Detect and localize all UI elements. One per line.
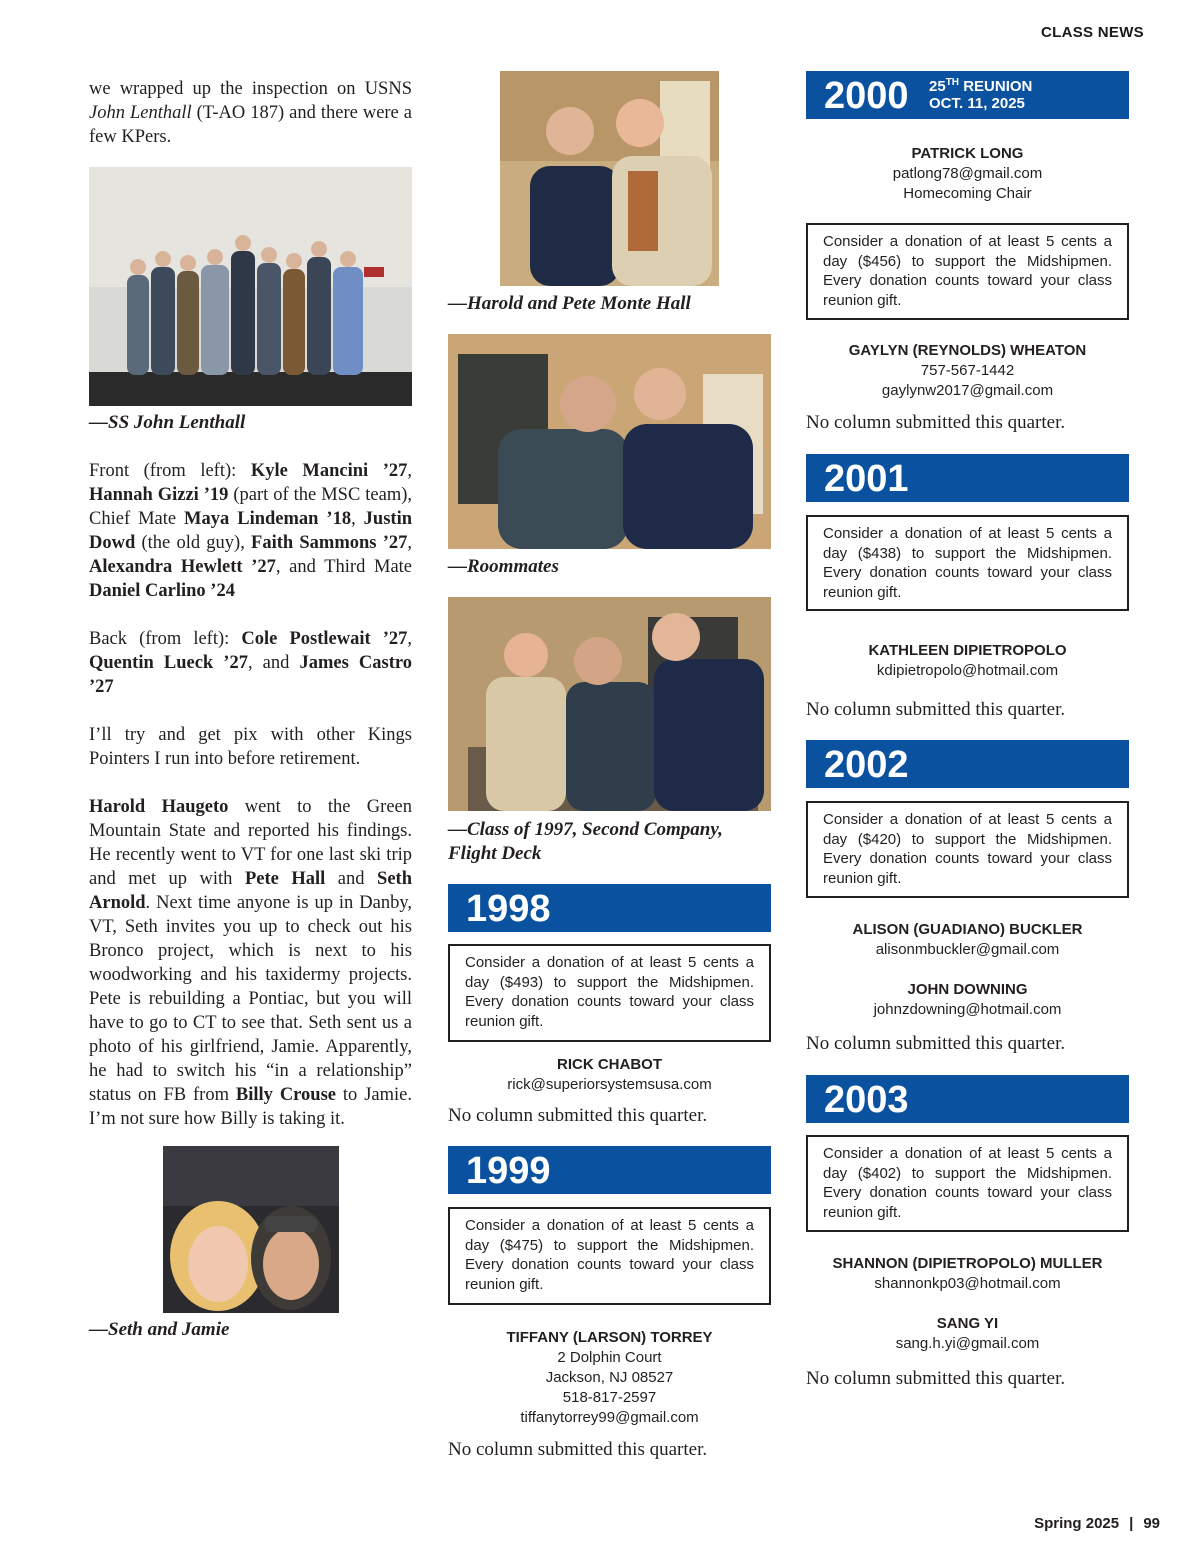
text-run: Front (from left): <box>89 461 251 481</box>
caption-harold-pete: —Harold and Pete Monte Hall <box>448 293 691 314</box>
harold-paragraph <box>89 795 412 1131</box>
year-label: 2002 <box>824 744 909 786</box>
donation-box-2000: Consider a donation of at least 5 cents a day ($456) to support the Midshipmen. Every donation counts toward your class reunion gift. <box>806 223 1129 320</box>
year-bar-2003 <box>806 1075 1129 1123</box>
contact-name: JOHN DOWNING <box>907 981 1028 998</box>
contact-address-line2: Jackson, NJ 08527 <box>545 1369 674 1386</box>
person-name: Faith Sammons ’27 <box>251 533 408 553</box>
person-name: Hannah Gizzi ’19 <box>89 485 229 505</box>
contact-2003-a <box>806 1254 1129 1294</box>
contact-name: RICK CHABOT <box>557 1056 662 1073</box>
no-column-note-1998: No column submitted this quarter. <box>448 1105 708 1126</box>
text-run: , and Third Mate <box>275 557 413 577</box>
contact-2000 <box>806 341 1129 401</box>
year-label: 1998 <box>466 888 551 930</box>
intro-text-end: (T-AO 187) and there were a few KPers. <box>89 103 412 147</box>
contact-email: sang.h.yi@gmail.com <box>895 1335 1040 1352</box>
text-run: , <box>407 533 412 553</box>
ship-name: John Lenthall <box>89 103 192 123</box>
no-column-note-2001: No column submitted this quarter. <box>806 699 1066 720</box>
contact-email: alisonmbuckler@gmail.com <box>875 941 1060 958</box>
photo-roommates <box>448 334 771 549</box>
reunion-date: OCT. 11, 2025 <box>929 95 1025 112</box>
contact-email: patlong78@gmail.com <box>892 165 1043 182</box>
contact-phone: 518-817-2597 <box>562 1389 657 1406</box>
intro-text: we wrapped up the inspection on USNS <box>89 79 412 99</box>
caption-seth-jamie: —Seth and Jamie <box>89 1319 230 1340</box>
year-bar-2002 <box>806 740 1129 788</box>
contact-name: KATHLEEN DIPIETROPOLO <box>868 642 1067 659</box>
retirement-paragraph: I’ll try and get pix with other Kings Pointers I run into before retirement. <box>89 725 412 769</box>
text-run: , <box>407 461 412 481</box>
text-run: and <box>325 869 378 889</box>
contact-name: GAYLYN (REYNOLDS) WHEATON <box>848 342 1087 359</box>
contact-role: Homecoming Chair <box>903 185 1032 202</box>
contact-2002-b <box>806 980 1129 1020</box>
contact-1999 <box>448 1328 771 1428</box>
text-run: Back (from left): <box>89 629 242 649</box>
person-name: Daniel Carlino ’24 <box>89 581 235 601</box>
text-run: . Next time anyone is up in Danby, VT, Seth invites you up to check out his Bronco project, which is next to his woodworking and his taxidermy projects. Pete is rebuilding a Pontiac, but you will have to go to CT to see that. Seth sent us a photo of his girlfriend, Jamie. Apparently, he had to switch his “in a relationship” status on FB from <box>89 893 412 1105</box>
text-run: (part of the MSC team), Chief Mate <box>89 485 412 529</box>
caption-class-1997: —Class of 1997, Second Company, Flight Deck <box>448 819 723 864</box>
no-column-note-2003: No column submitted this quarter. <box>806 1368 1066 1389</box>
contact-name: SANG YI <box>936 1315 999 1332</box>
contact-email: shannonkp03@hotmail.com <box>874 1275 1061 1292</box>
person-name: Seth Arnold <box>89 869 412 913</box>
year-label: 2003 <box>824 1079 909 1121</box>
front-row-paragraph <box>89 459 412 603</box>
reunion-suffix: TH <box>945 77 960 88</box>
page-footer <box>1034 1515 1160 1532</box>
text-run: (the old guy), <box>135 533 252 553</box>
reunion-word: REUNION <box>959 78 1033 95</box>
person-name: Quentin Lueck ’27 <box>89 653 248 673</box>
text-run: , <box>407 629 413 649</box>
section-header: CLASS NEWS <box>1040 24 1144 41</box>
contact-email: tiffanytorrey99@gmail.com <box>520 1409 699 1426</box>
year-label: 2001 <box>824 458 909 500</box>
text-run: went to the Green Mountain State and reported his findings. He recently went to VT for one last ski trip and met up with <box>89 797 412 889</box>
contact-2001 <box>806 641 1129 681</box>
no-column-note-2002: No column submitted this quarter. <box>806 1033 1066 1054</box>
donation-box-2002: Consider a donation of at least 5 cents a day ($420) to support the Midshipmen. Every donation counts toward your class reunion gift. <box>806 801 1129 898</box>
no-column-note-2000: No column submitted this quarter. <box>806 412 1066 433</box>
person-name: Pete Hall <box>244 869 326 889</box>
intro-paragraph <box>89 77 412 149</box>
year-bar-1999 <box>448 1146 771 1194</box>
person-name: James Castro ’27 <box>89 653 412 697</box>
photo-ship-crew <box>89 167 412 406</box>
person-name: Harold Haugeto <box>89 797 229 817</box>
page-number: 99 <box>1143 1515 1160 1532</box>
contact-2003-b <box>806 1314 1129 1354</box>
donation-box-1999: Consider a donation of at least 5 cents a day ($475) to support the Midshipmen. Every donation counts toward your class reunion gift. <box>448 1207 771 1305</box>
contact-name: SHANNON (DIPIETROPOLO) MULLER <box>832 1255 1103 1272</box>
contact-name: TIFFANY (LARSON) TORREY <box>506 1329 713 1346</box>
contact-email: rick@superiorsystemsusa.com <box>507 1076 712 1093</box>
text-run: , <box>351 509 364 529</box>
reunion-number: 25 <box>929 78 946 95</box>
person-name: Justin Dowd <box>89 509 412 553</box>
year-bar-1998 <box>448 884 771 932</box>
donation-box-1998: Consider a donation of at least 5 cents a day ($493) to support the Midshipmen. Every donation counts toward your class reunion gift. <box>448 944 771 1042</box>
contact-name: ALISON (GUADIANO) BUCKLER <box>852 921 1083 938</box>
no-column-note-1999: No column submitted this quarter. <box>448 1439 708 1460</box>
photo-class-1997 <box>448 597 771 811</box>
contact-2002-a <box>806 920 1129 960</box>
back-row-paragraph <box>89 627 412 699</box>
caption-roommates: —Roommates <box>448 556 559 577</box>
caption-ship: —SS John Lenthall <box>89 412 246 433</box>
person-name: Kyle Mancini ’27 <box>250 461 408 481</box>
person-name: Cole Postlewait ’27 <box>241 629 408 649</box>
contact-address-line1: 2 Dolphin Court <box>557 1349 662 1366</box>
reunion-label <box>929 78 1032 112</box>
year-label: 2000 <box>824 75 909 117</box>
person-name: Maya Lindeman ’18 <box>184 509 352 529</box>
contact-2000-chair <box>806 144 1129 204</box>
donation-box-2001: Consider a donation of at least 5 cents a day ($438) to support the Midshipmen. Every donation counts toward your class reunion gift. <box>806 515 1129 611</box>
photo-seth-jamie <box>163 1146 339 1313</box>
year-label: 1999 <box>466 1150 551 1192</box>
donation-box-2003: Consider a donation of at least 5 cents a day ($402) to support the Midshipmen. Every donation counts toward your class reunion gift. <box>806 1135 1129 1232</box>
contact-name: PATRICK LONG <box>911 145 1024 162</box>
photo-harold-pete <box>500 71 719 286</box>
contact-email: johnzdowning@hotmail.com <box>873 1001 1062 1018</box>
year-bar-2000 <box>806 71 1129 119</box>
text-run: to Jamie. I’m not sure how Billy is taking it. <box>89 1085 412 1129</box>
person-name: Billy Crouse <box>235 1085 336 1105</box>
contact-phone: 757-567-1442 <box>920 362 1015 379</box>
footer-separator: | <box>1129 1515 1134 1532</box>
issue-label: Spring 2025 <box>1034 1515 1120 1532</box>
year-bar-2001 <box>806 454 1129 502</box>
person-name: Alexandra Hewlett ’27 <box>89 557 276 577</box>
text-run: , and <box>247 653 300 673</box>
contact-email: kdipietropolo@hotmail.com <box>876 662 1059 679</box>
contact-1998 <box>448 1055 771 1095</box>
contact-email: gaylynw2017@gmail.com <box>881 382 1054 399</box>
